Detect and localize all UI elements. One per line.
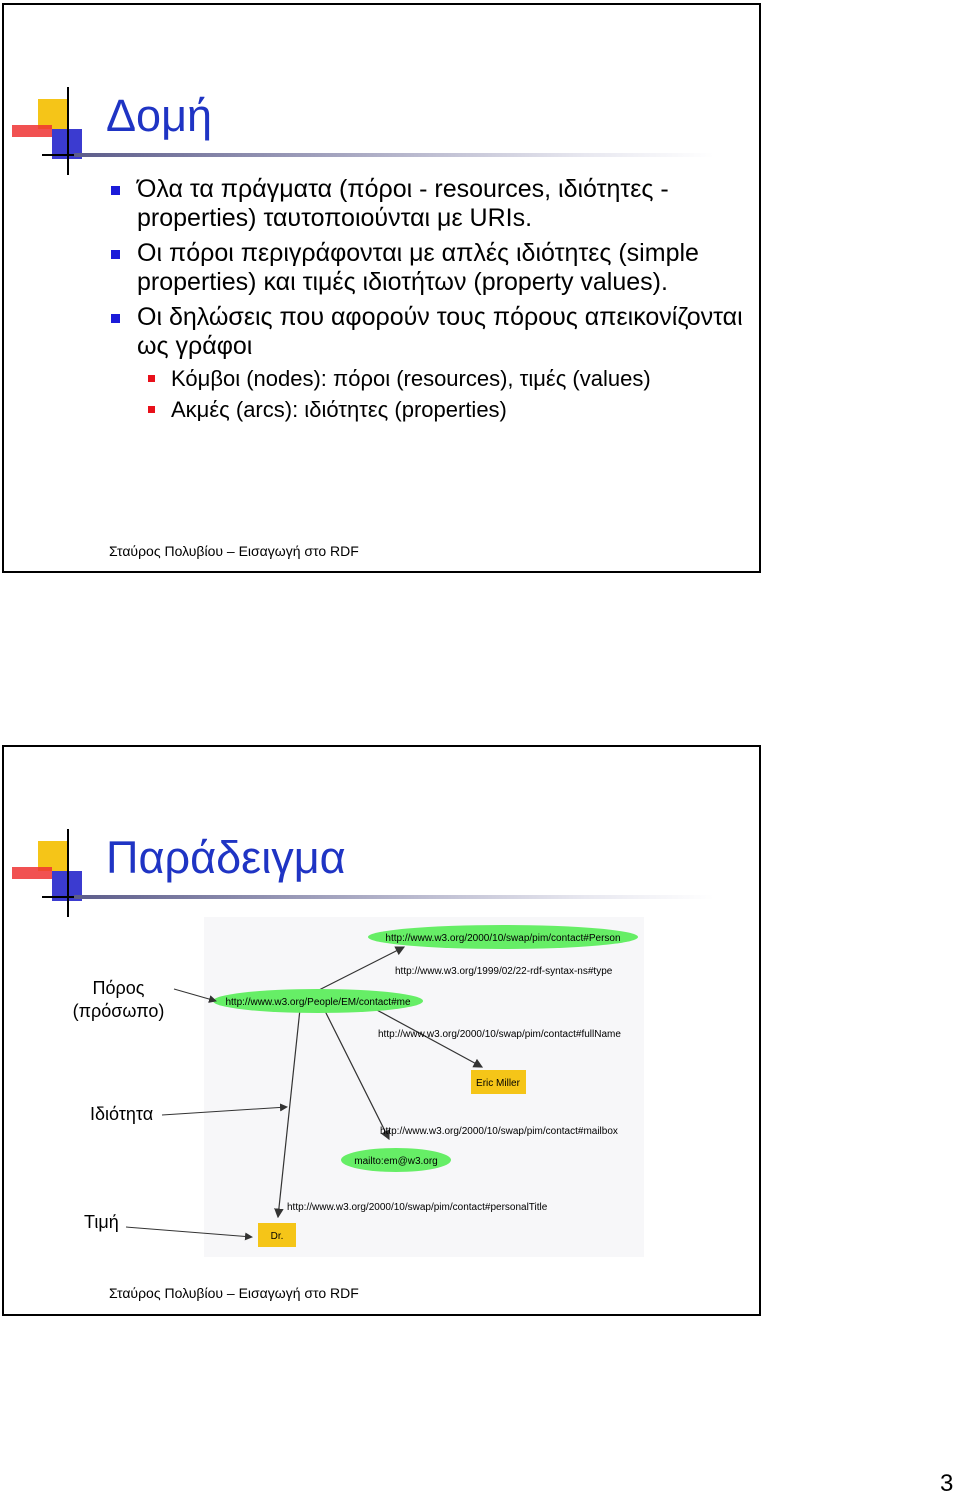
annotation-value: Τιμή bbox=[84, 1212, 119, 1232]
annotation-resource-line2: (πρόσωπο) bbox=[72, 1001, 165, 1021]
bullet-item bbox=[4, 239, 744, 297]
title-underline bbox=[74, 153, 714, 157]
bullet-item bbox=[4, 175, 744, 233]
annotation-property: Ιδιότητα bbox=[90, 1104, 154, 1124]
bullet-list bbox=[4, 175, 744, 425]
square-sub-bullet-icon bbox=[148, 375, 155, 382]
node-resource-label: http://www.w3.org/People/EM/contact#me bbox=[225, 997, 411, 1008]
annotation-resource-line1: Πόρος bbox=[92, 978, 145, 998]
square-bullet-icon bbox=[111, 314, 120, 323]
slide-footer: Σταύρος Πολυβίου – Εισαγωγή στο RDF bbox=[109, 543, 359, 559]
slide-title: Δομή bbox=[106, 90, 213, 141]
square-bullet-icon bbox=[111, 250, 120, 259]
sub-bullet-text: Ακμές (arcs): ιδιότητες (properties) bbox=[171, 397, 507, 422]
square-bullet-icon bbox=[111, 186, 120, 195]
slide-logo-icon bbox=[12, 87, 102, 177]
sub-bullet-text: Κόμβοι (nodes): πόροι (resources), τιμές (values) bbox=[171, 366, 651, 391]
literal-name-label: Eric Miller bbox=[476, 1078, 520, 1089]
sub-bullet-item bbox=[4, 363, 744, 394]
annotation-resource bbox=[66, 977, 171, 1023]
bullet-item bbox=[4, 303, 744, 361]
slide-footer: Σταύρος Πολυβίου – Εισαγωγή στο RDF bbox=[109, 1285, 359, 1301]
bullet-text: Οι δηλώσεις που αφορούν τους πόρους απεικονίζονται ως γράφοι bbox=[137, 303, 743, 360]
node-mailbox-label: mailto:em@w3.org bbox=[354, 1156, 438, 1167]
literal-title-label: Dr. bbox=[270, 1231, 284, 1242]
edge-mailbox-label: http://www.w3.org/2000/10/swap/pim/contact#mailbox bbox=[380, 1126, 618, 1137]
slide-structure bbox=[2, 3, 761, 573]
bullet-text: Όλα τα πράγματα (πόροι - resources, ιδιότητες - properties) ταυτοποιούνται με URIs. bbox=[137, 175, 669, 232]
slide-title: Παράδειγμα bbox=[106, 832, 346, 883]
edge-fullname-label: http://www.w3.org/2000/10/swap/pim/contact#fullName bbox=[378, 1029, 621, 1040]
bullet-text: Οι πόροι περιγράφονται με απλές ιδιότητες (simple properties) και τιμές ιδιοτήτων (property values). bbox=[137, 239, 699, 296]
sub-bullet-item bbox=[4, 394, 744, 425]
slide-example bbox=[2, 745, 761, 1316]
node-person-class-label: http://www.w3.org/2000/10/swap/pim/contact#Person bbox=[385, 933, 621, 944]
edge-title-label: http://www.w3.org/2000/10/swap/pim/contact#personalTitle bbox=[287, 1202, 548, 1213]
page-number: 3 bbox=[940, 1470, 954, 1497]
square-sub-bullet-icon bbox=[148, 406, 155, 413]
edge-type-label: http://www.w3.org/1999/02/22-rdf-syntax-ns#type bbox=[395, 966, 613, 977]
